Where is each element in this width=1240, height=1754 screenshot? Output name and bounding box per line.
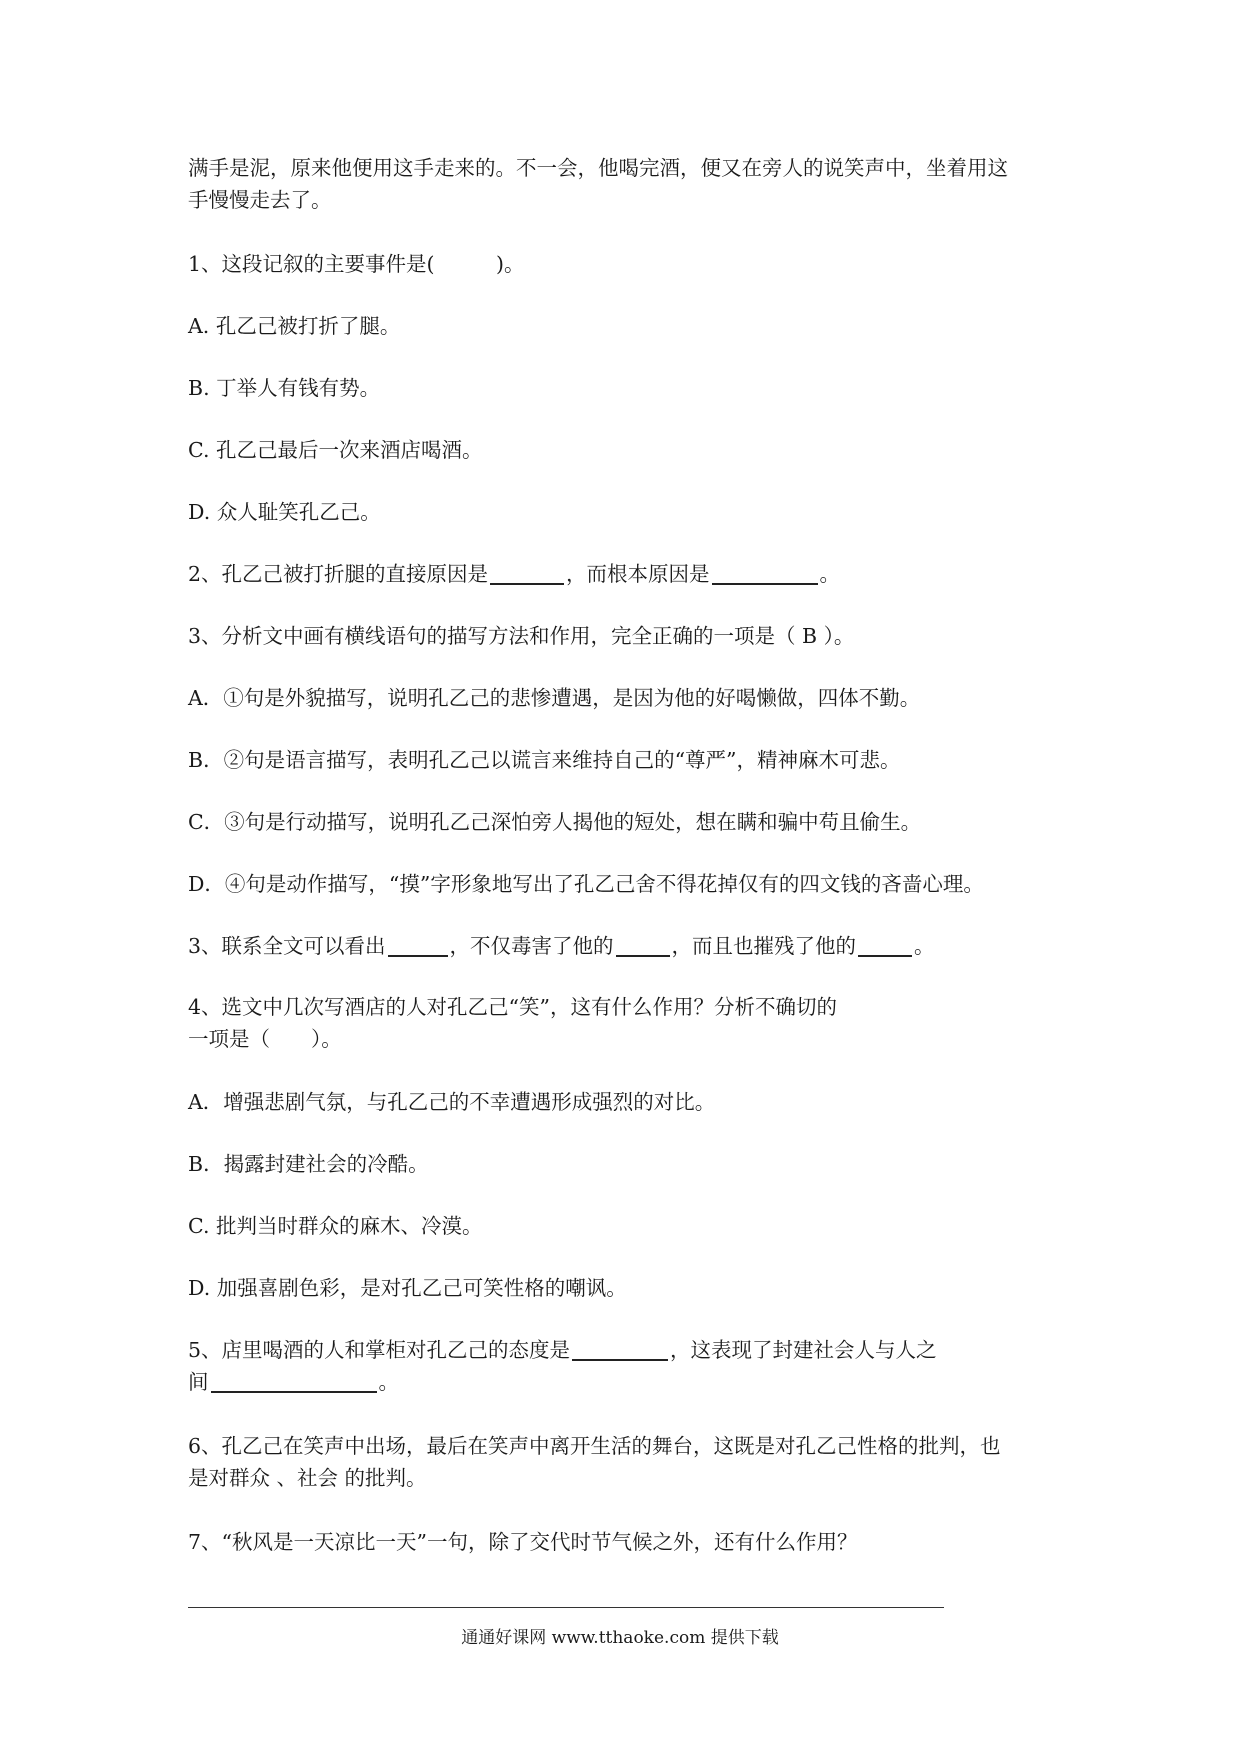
question-3b-part-3: ，而且也摧残了他的 — [671, 934, 857, 958]
question-3b — [188, 930, 935, 962]
answer-blank — [490, 561, 564, 585]
answer-blank — [211, 1369, 377, 1393]
question-4-option-b: B．揭露封建社会的冷酷。 — [188, 1152, 429, 1176]
question-4-stem-line-1: 4、选文中几次写酒店的人对孔乙己“笑”，这有什么作用？分析不确切的 — [188, 995, 838, 1019]
passage-line-1: 满手是泥，原来他便用这手走来的。不一会，他喝完酒，便又在旁人的说笑声中，坐着用这 — [188, 156, 1008, 180]
question-5-part-3: 间 — [188, 1370, 209, 1394]
question-4-option-d: D. 加强喜剧色彩，是对孔乙己可笑性格的嘲讽。 — [188, 1276, 627, 1300]
footer-divider — [188, 1607, 944, 1608]
answer-blank — [572, 1337, 668, 1361]
question-3b-part-2: ，不仅毒害了他的 — [449, 934, 614, 958]
question-2 — [188, 558, 840, 590]
question-4-stem-line-2: 一项是（ ）。 — [188, 1027, 342, 1051]
question-5-line-2 — [188, 1366, 399, 1398]
question-3b-part-1: 3、联系全文可以看出 — [188, 934, 386, 958]
question-2-part-2: ，而根本原因是 — [566, 562, 710, 586]
question-1-stem: 1、这段记叙的主要事件是( )。 — [188, 252, 525, 276]
question-4-option-a: A．增强悲剧气氛，与孔乙己的不幸遭遇形成强烈的对比。 — [188, 1090, 716, 1114]
question-3-stem: 3、分析文中画有横线语句的描写方法和作用，完全正确的一项是（ B ）。 — [188, 624, 855, 648]
passage-line-2: 手慢慢走去了。 — [188, 188, 332, 212]
question-3-option-c: C．③句是行动描写，说明孔乙己深怕旁人揭他的短处，想在瞒和骗中苟且偷生。 — [188, 810, 922, 834]
question-3b-part-4: 。 — [914, 934, 935, 958]
answer-blank — [616, 933, 670, 957]
question-3-option-b: B．②句是语言描写，表明孔乙己以谎言来维持自己的“尊严”，精神麻木可悲。 — [188, 748, 901, 772]
question-2-part-3: 。 — [819, 562, 841, 586]
question-6-line-2: 是对群众 、社会 的批判。 — [188, 1466, 427, 1490]
question-5-part-4: 。 — [378, 1370, 399, 1394]
question-1-option-d: D. 众人耻笑孔乙己。 — [188, 500, 381, 524]
question-7-stem: 7、“秋风是一天凉比一天”一句，除了交代时节气候之外，还有什么作用？ — [188, 1530, 858, 1554]
answer-blank — [388, 933, 448, 957]
question-6-line-1: 6、孔乙己在笑声中出场，最后在笑声中离开生活的舞台，这既是对孔乙己性格的批判，也 — [188, 1434, 1001, 1458]
question-2-part-1: 2、孔乙己被打折腿的直接原因是 — [188, 562, 489, 586]
question-3-option-a: A．①句是外貌描写，说明孔乙己的悲惨遭遇，是因为他的好喝懒做，四体不勤。 — [188, 686, 921, 710]
answer-blank — [858, 933, 912, 957]
answer-blank — [712, 561, 818, 585]
footer-text: 通通好课网 www.tthaoke.com 提供下载 — [461, 1628, 779, 1648]
question-1-option-a: A. 孔乙己被打折了腿。 — [188, 314, 401, 338]
question-5-part-2: ，这表现了封建社会人与人之 — [670, 1338, 937, 1362]
question-4-option-c: C. 批判当时群众的麻木、冷漠。 — [188, 1214, 483, 1238]
question-3-option-d: D．④句是动作描写，“摸”字形象地写出了孔乙己舍不得花掉仅有的四文钱的吝啬心理。 — [188, 872, 984, 896]
question-1-option-c: C. 孔乙己最后一次来酒店喝酒。 — [188, 438, 483, 462]
question-5-part-1: 5、店里喝酒的人和掌柜对孔乙己的态度是 — [188, 1338, 571, 1362]
question-5-line-1 — [188, 1334, 937, 1366]
question-1-option-b: B. 丁举人有钱有势。 — [188, 376, 381, 400]
